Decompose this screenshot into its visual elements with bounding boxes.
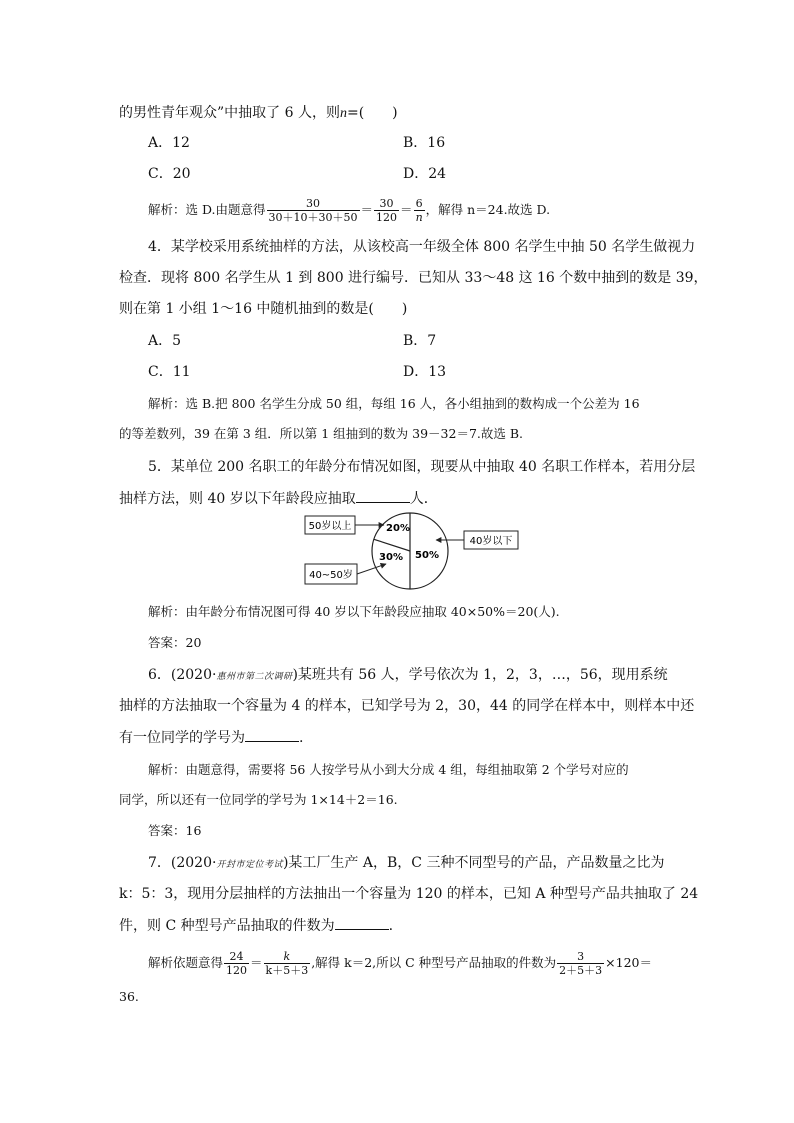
q3-option-c: C．20 xyxy=(148,166,191,182)
q3-solution: 解析：选 D.由题意得 $\frac{30}{30+10+30+50}$ ＝ $\frac{30}{120}$ ＝ $\frac{6}{n}$ ，解得 n＝24.故选 D. xyxy=(148,197,551,224)
pie-label-50: 50% xyxy=(415,550,439,561)
q4-option-c: C．11 xyxy=(148,364,191,380)
q7-source: 开封市定位考试 xyxy=(216,860,283,870)
q7-fraction-2: $\frac{k}{k+5+3}$ xyxy=(265,950,309,977)
q6-line1: 6．(2020·惠州市第二次调研)某班共有 56 人，学号依次为 1，2，3，…，56，现用系统 xyxy=(148,667,668,683)
q4-line2: 检查．现将 800 名学生从 1 到 800 进行编号．已知从 33～48 这 16 个数中抽到的数是 39， xyxy=(119,270,708,286)
q6-line2: 抽样的方法抽取一个容量为 4 的样本，已知学号为 2，30，44 的同学在样本中，则样本中还 xyxy=(119,698,695,714)
q7-answer-blank xyxy=(335,915,389,930)
q6-line3: 有一位同学的学号为 . xyxy=(119,727,303,748)
q7-line2: k：5：3，现用分层抽样的方法抽出一个容量为 120 的样本，已知 A 种型号产品共抽取了 24 xyxy=(119,886,699,902)
q7-line1: 7．(2020·开封市定位考试)某工厂生产 A，B，C 三种不同型号的产品，产品数量之比为 xyxy=(148,855,665,871)
q6-answer-blank xyxy=(245,727,299,742)
q4-solution-line1: 解析：选 B.把 800 名学生分成 50 组，每组 16 人，各小组抽到的数构成一个公差为 16 xyxy=(148,396,640,411)
q6-solution-line2: 同学，所以还有一位同学的学号为 1×14＋2＝16. xyxy=(119,792,398,807)
q5-answer-blank xyxy=(356,488,410,503)
q6-solution-line1: 解析：由题意得，需要将 56 人按学号从小到大分成 4 组，每组抽取第 2 个学号对应的 xyxy=(148,762,629,777)
q7-fraction-1: $\frac{24}{120}$ xyxy=(226,950,248,977)
q4-solution-line2: 的等差数列，39 在第 3 组．所以第 1 组抽到的数为 39－32＝7.故选 B. xyxy=(119,426,524,441)
q3-fraction-3: $\frac{6}{n}$ xyxy=(415,197,423,224)
q3-option-d: D．24 xyxy=(403,166,447,182)
q4-line3: 则在第 1 小组 1～16 中随机抽到的数是( ) xyxy=(119,301,408,317)
q5-solution: 解析：由年龄分布情况图可得 40 岁以下年龄段应抽取 40×50%＝20(人). xyxy=(148,604,560,619)
q5-line1: 5．某单位 200 名职工的年龄分布情况如图，现要从中抽取 40 名职工作样本，若用分层 xyxy=(148,459,696,475)
q4-option-a: A．5 xyxy=(148,333,182,349)
q3-stem: 的男性青年观众”中抽取了 6 人，则n=( ) xyxy=(119,105,398,121)
pie-label-20: 20% xyxy=(386,523,410,534)
q7-solution: 解析依题意得 $\frac{24}{120}$ ＝ $\frac{k}{k+5+3}$ ,解得 k＝2,所以 C 种型号产品抽取的件数为 $\frac{3}{2+5+3}$ ×120＝ xyxy=(148,950,653,977)
q3-option-b: B．16 xyxy=(403,135,446,151)
q7-solution-end: 36. xyxy=(119,989,139,1004)
q4-option-d: D．13 xyxy=(403,364,447,380)
q5-answer: 答案：20 xyxy=(148,635,202,650)
q5-line2: 抽样方法，则 40 岁以下年龄段应抽取 人． xyxy=(119,488,438,509)
q7-fraction-3: $\frac{3}{2+5+3}$ xyxy=(559,950,603,977)
q4-line1: 4．某学校采用系统抽样的方法，从该校高一年级全体 800 名学生中抽 50 名学生做视力 xyxy=(148,239,696,255)
q3-fraction-1: $\frac{30}{30+10+30+50}$ xyxy=(268,197,358,224)
q3-option-a: A．12 xyxy=(148,135,190,151)
legend-40-below: 40岁以下 xyxy=(469,536,513,547)
q7-line3: 件，则 C 种型号产品抽取的件数为 . xyxy=(119,915,393,936)
q3-fraction-2: $\frac{30}{120}$ xyxy=(376,197,398,224)
q6-answer: 答案：16 xyxy=(148,823,202,838)
age-distribution-pie-chart xyxy=(300,510,525,590)
pie-label-30: 30% xyxy=(379,552,403,563)
legend-40-50: 40~50岁 xyxy=(309,570,353,581)
q6-source: 惠州市第二次调研 xyxy=(216,672,293,682)
legend-50-above: 50岁以上 xyxy=(308,521,352,532)
q4-option-b: B．7 xyxy=(403,333,437,349)
